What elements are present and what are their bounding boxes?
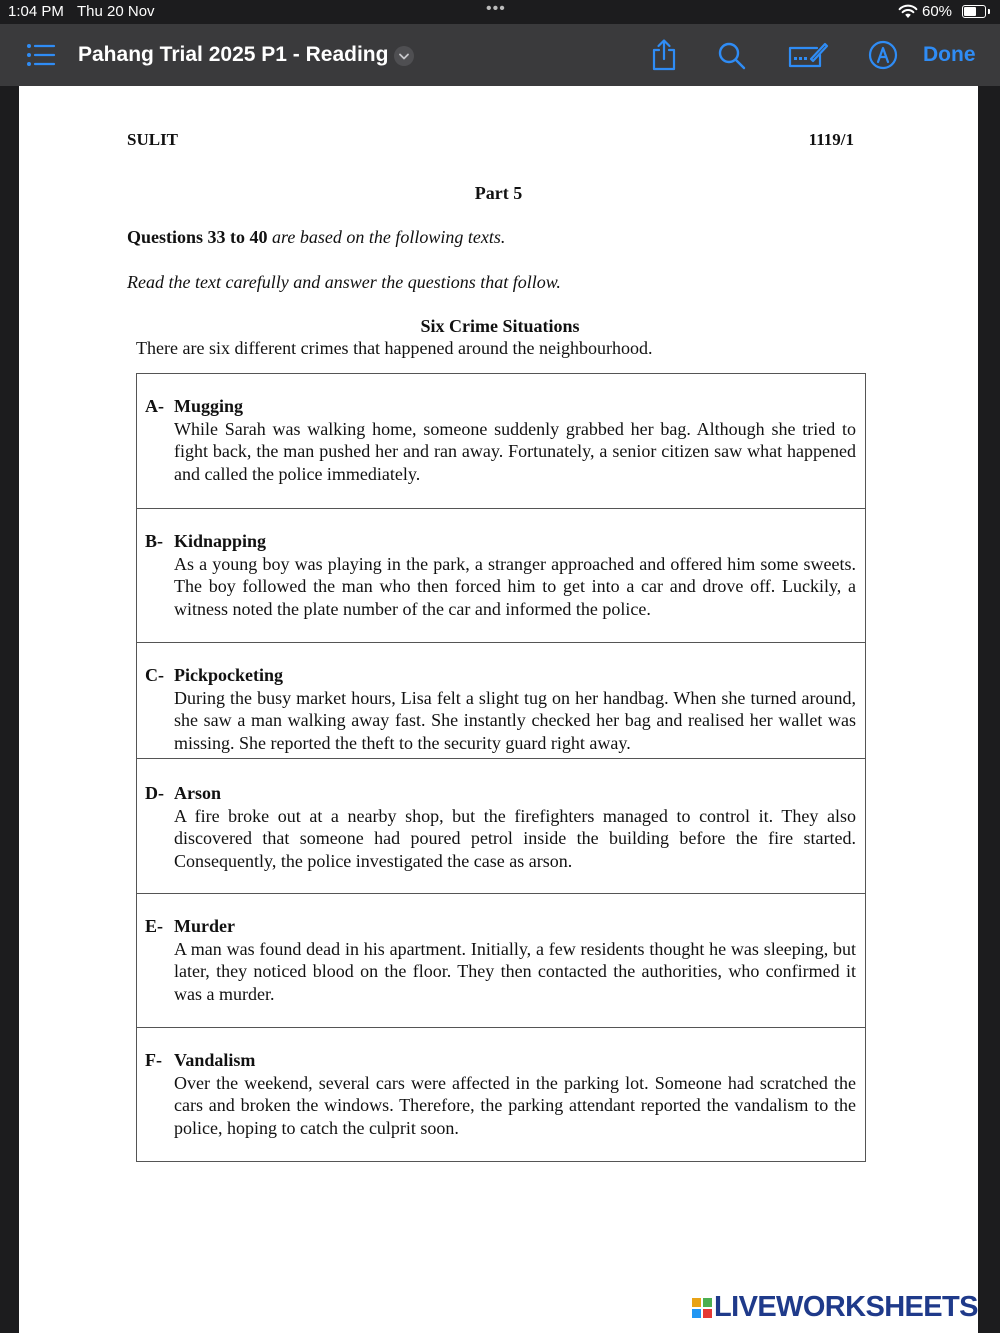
status-bar <box>0 0 1000 24</box>
liveworksheets-watermark: LIVEWORKSHEETS <box>714 1291 978 1323</box>
crime-heading <box>145 916 235 937</box>
crime-heading <box>145 1050 255 1071</box>
crime-box-c <box>137 642 865 758</box>
share-icon[interactable] <box>650 38 678 72</box>
crime-box-e <box>137 893 865 1027</box>
crime-box-f <box>137 1027 865 1161</box>
crime-heading <box>145 531 266 552</box>
battery-percent: 60% <box>922 3 953 20</box>
crime-heading <box>145 783 221 804</box>
crime-letter: D- <box>145 783 164 803</box>
crime-body: As a young boy was playing in the park, a stranger approached and offered him some sweets. The boy followed the man who then forced him to get into a car and drove off. Luckily, a witness noted the plate number of the car and informed the police. <box>174 554 856 619</box>
text-title: Six Crime Situations <box>420 316 580 336</box>
crime-letter: E- <box>145 916 163 936</box>
text-intro: There are six different crimes that happened around the neighbourhood. <box>136 338 653 358</box>
liveworksheets-logo-icon <box>692 1298 712 1318</box>
crime-table <box>136 373 866 1162</box>
wifi-icon <box>898 4 918 19</box>
part-title: Part 5 <box>474 183 523 203</box>
status-time: 1:04 PM <box>8 3 64 20</box>
crime-body: During the busy market hours, Lisa felt a slight tug on her handbag. When she turned around, she saw a man walking away fast. She instantly checked her bag and realised her wallet was missing. She reported the theft to the security guard right away. <box>174 688 856 753</box>
multitasking-dots-icon[interactable]: ••• <box>486 0 506 17</box>
crime-letter: B- <box>145 531 163 551</box>
header-sulit: SULIT <box>127 130 179 149</box>
crime-title: Kidnapping <box>174 531 267 551</box>
search-icon[interactable] <box>717 41 747 71</box>
instruction-1 <box>127 227 505 248</box>
crime-body: While Sarah was walking home, someone suddenly grabbed her bag. Although she tried to fight back, the man pushed her and ran away. Fortunately, a senior citizen saw what happened and called the police immediately. <box>174 419 856 484</box>
crime-letter: F- <box>145 1050 162 1070</box>
crime-box-a <box>137 374 865 508</box>
document-toolbar <box>0 24 1000 86</box>
header-code: 1119/1 <box>808 130 854 149</box>
document-title[interactable]: Pahang Trial 2025 P1 - Reading <box>78 43 389 66</box>
document-page <box>19 86 978 1333</box>
instruction-rest: are based on the following texts. <box>267 227 506 247</box>
crime-body: A fire broke out at a nearby shop, but the firefighters managed to control it. They also discovered that someone had poured petrol inside the building before the fire started. Consequently, the police investigated the case as arson. <box>174 806 856 871</box>
crime-title: Mugging <box>174 396 244 416</box>
crime-box-b <box>137 508 865 642</box>
instruction-2: Read the text carefully and answer the questions that follow. <box>127 272 561 292</box>
crime-heading <box>145 396 243 417</box>
done-button[interactable]: Done <box>923 43 976 66</box>
chevron-down-icon <box>394 46 414 66</box>
battery-icon <box>962 5 986 18</box>
list-icon[interactable] <box>26 42 56 68</box>
markup-keyboard-icon[interactable] <box>787 41 829 69</box>
crime-body: Over the weekend, several cars were affected in the parking lot. Someone had scratched the cars and broken the windows. Therefore, the parking attendant reported the vandalism to the police, hoping to catch the culprit soon. <box>174 1073 856 1138</box>
crime-box-d <box>137 758 865 893</box>
title-menu-button[interactable] <box>394 46 414 66</box>
instruction-bold: Questions 33 to 40 <box>127 227 268 247</box>
crime-title: Arson <box>174 783 222 803</box>
crime-title: Vandalism <box>174 1050 256 1070</box>
crime-letter: A- <box>145 396 164 416</box>
crime-body: A man was found dead in his apartment. Initially, a few residents thought he was sleeping, but later, they noticed blood on the floor. They then contacted the authorities, who confirmed it was a murder. <box>174 939 856 1004</box>
crime-title: Pickpocketing <box>174 665 284 685</box>
crime-heading <box>145 665 283 686</box>
status-date: Thu 20 Nov <box>77 3 155 20</box>
crime-letter: C- <box>145 665 164 685</box>
pen-icon[interactable] <box>868 40 898 70</box>
crime-title: Murder <box>174 916 235 936</box>
